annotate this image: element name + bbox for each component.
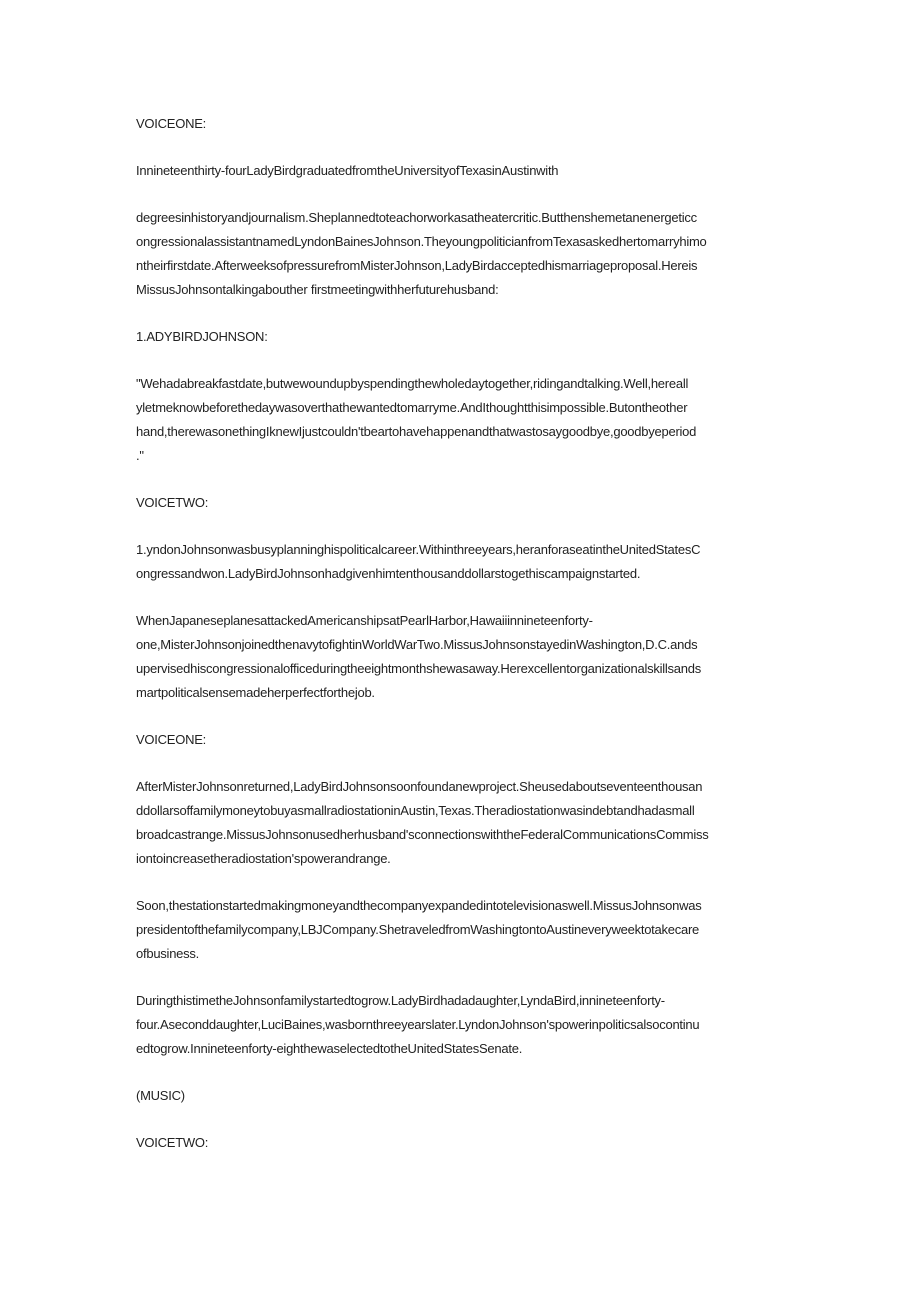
speaker-heading: VOICETWO: <box>136 1135 209 1150</box>
body-paragraph <box>136 372 784 468</box>
paragraph-line: hand,therewasonethingIknewIjustcouldn'tbeartohavehappenandthatwastosaygoodbye,goodbyeperiod <box>136 424 697 439</box>
paragraph-line: "Wehadabreakfastdate,butwewoundupbyspendingthewholedaytogether,ridingandtalking.Well,hereall <box>136 376 689 391</box>
paragraph-line: upervisedhiscongressionalofficeduringtheeightmonthshewasaway.Herexcellentorganizationalskillsands <box>136 661 701 676</box>
paragraph-line: iontoincreasetheradiostation'spowerandrange. <box>136 851 391 866</box>
paragraph-line: ntheirfirstdate.AfterweeksofpressurefromMisterJohnson,LadyBirdacceptedhismarriageproposal.Hereis <box>136 258 698 273</box>
paragraph-line: presidentofthefamilycompany,LBJCompany.ShetraveledfromWashingtontoAustineveryweektotakecare <box>136 922 700 937</box>
document-body <box>136 112 784 1178</box>
paragraph-line: WhenJapaneseplanesattackedAmericanshipsatPearlHarbor,Hawaiiinnineteenforty- <box>136 613 593 628</box>
paragraph-line: edtogrow.Innineteenforty-eighthewaselectedtotheUnitedStatesSenate. <box>136 1041 523 1056</box>
paragraph-line: DuringthistimetheJohnsonfamilystartedtogrow.LadyBirdhadadaughter,LyndaBird,innineteenforty- <box>136 993 665 1008</box>
paragraph-line: four.Aseconddaughter,LuciBaines,wasbornthreeyearslater.LyndonJohnson'spowerinpoliticsalsocontinu <box>136 1017 700 1032</box>
speaker-heading: VOICEONE: <box>136 116 206 131</box>
speaker-heading: VOICETWO: <box>136 495 209 510</box>
paragraph-line: AfterMisterJohnsonreturned,LadyBirdJohnsonsoonfoundanewproject.Sheusedaboutseventeenthousan <box>136 779 703 794</box>
body-paragraph <box>136 609 784 705</box>
body-paragraph <box>136 159 784 183</box>
speaker-heading: 1.ADYBIRDJOHNSON: <box>136 329 268 344</box>
paragraph-line: broadcastrange.MissusJohnsonusedherhusband'sconnectionswiththeFederalCommunicationsCommiss <box>136 827 709 842</box>
paragraph-line: degreesinhistoryandjournalism.Sheplannedtoteachorworkasatheatercritic.Butthenshemetanenergeticc <box>136 210 697 225</box>
paragraph-line: yletmeknowbeforethedaywasoverthathewantedtomarryme.AndIthoughtthisimpossible.Butontheother <box>136 400 688 415</box>
paragraph-line: Innineteenthirty-fourLadyBirdgraduatedfromtheUniversityofTexasinAustinwith <box>136 163 559 178</box>
body-paragraph <box>136 538 784 586</box>
body-paragraph <box>136 206 784 302</box>
paragraph-line: MissusJohnsontalkingabouther firstmeetingwithherfuturehusband: <box>136 282 499 297</box>
paragraph-line: ddollarsoffamilymoneytobuyasmallradiostationinAustin,Texas.Theradiostationwasindebtandhadasmall <box>136 803 695 818</box>
paragraph-line: ongressandwon.LadyBirdJohnsonhadgivenhimtenthousanddollarstogethiscampaignstarted. <box>136 566 641 581</box>
speaker-heading: (MUSIC) <box>136 1088 185 1103</box>
body-paragraph <box>136 775 784 871</box>
paragraph-line: ongressionalassistantnamedLyndonBainesJohnson.TheyoungpoliticianfromTexasaskedhertomarryhimo <box>136 234 707 249</box>
speaker-heading: VOICEONE: <box>136 732 206 747</box>
paragraph-line: ofbusiness. <box>136 946 200 961</box>
body-paragraph <box>136 989 784 1061</box>
paragraph-line: ." <box>136 448 144 463</box>
body-paragraph <box>136 894 784 966</box>
paragraph-line: Soon,thestationstartedmakingmoneyandthecompanyexpandedintotelevisionaswell.MissusJohnsonwas <box>136 898 702 913</box>
paragraph-line: martpoliticalsensemadeherperfectforthejob. <box>136 685 375 700</box>
paragraph-line: one,MisterJohnsonjoinedthenavytofightinWorldWarTwo.MissusJohnsonstayedinWashington,D.C.ands <box>136 637 698 652</box>
paragraph-line: 1.yndonJohnsonwasbusyplanninghispoliticalcareer.Withinthreeyears,heranforaseatintheUnitedStatesC <box>136 542 701 557</box>
